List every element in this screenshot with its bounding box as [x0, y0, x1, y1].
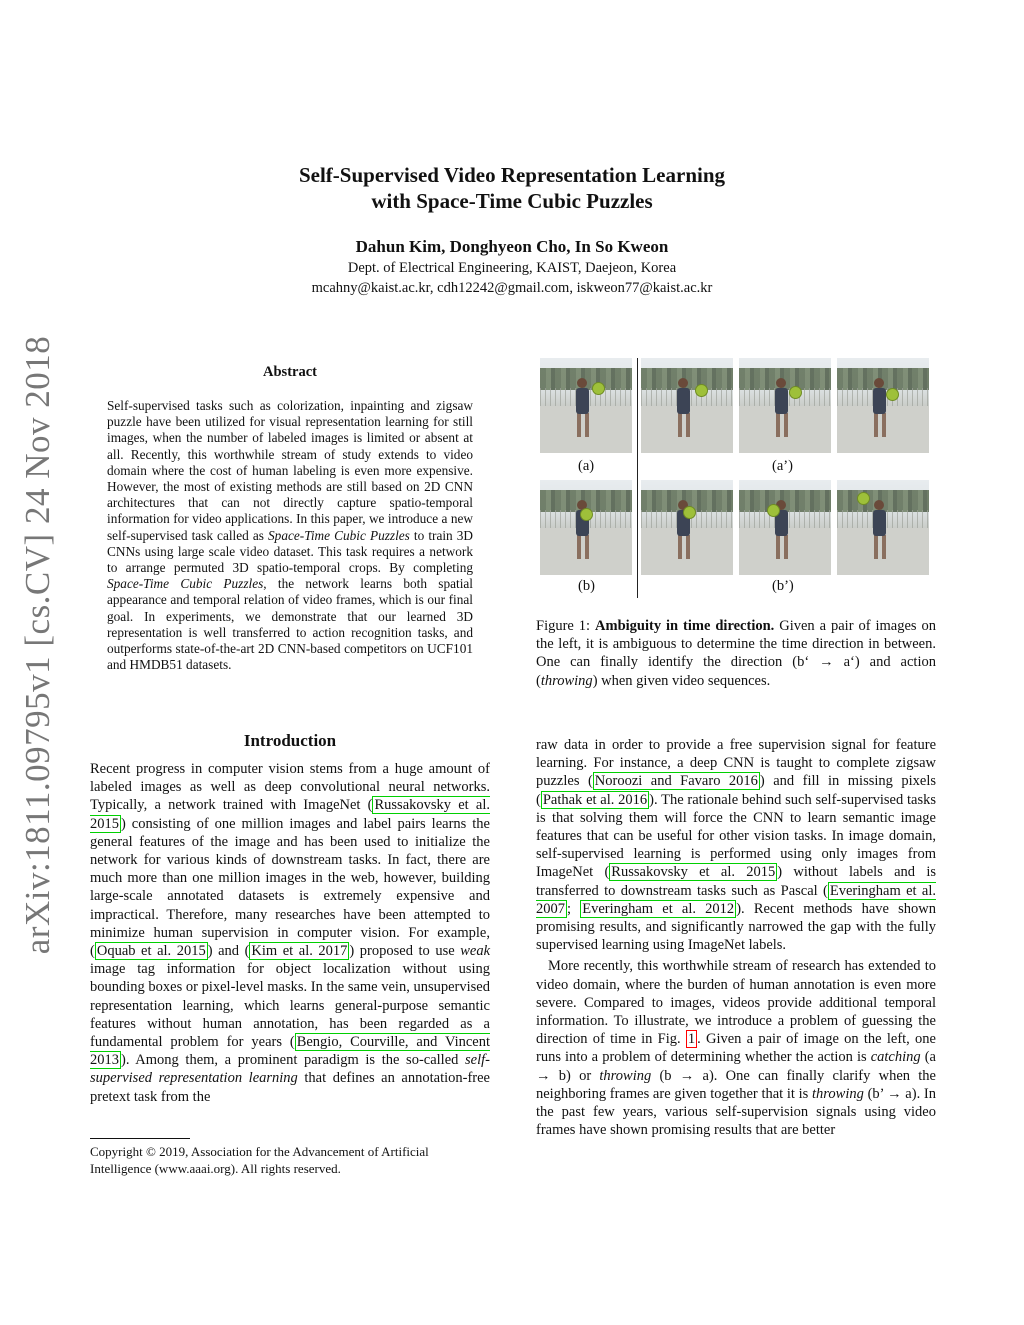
caption-text: ) when given video sequences.: [592, 672, 771, 689]
body-text: ). Recent methods have shown promising results, and significantly narrowed the gap with the fully supervised learning using ImageNet labels.: [536, 900, 936, 954]
body-text: (b’ → a). In the past few years, various self-supervision signals using video frames have shown promising results that are better: [536, 1085, 936, 1139]
introduction-right-column: [536, 736, 936, 1139]
figure-reference-link[interactable]: 1: [687, 1031, 696, 1048]
arxiv-stamp-text: arXiv:1811.09795v1 [cs.CV] 24 Nov 2018: [18, 335, 58, 955]
body-text: (b → a). One can finally clarify when the neighboring frames are given together that it is: [536, 1067, 936, 1102]
video-frame-image: [641, 480, 733, 575]
abstract-emphasis: Space-Time Cubic Puzzles: [107, 576, 264, 592]
abstract-body: [107, 398, 473, 673]
paragraph: [536, 736, 936, 954]
video-frame-image: [540, 358, 632, 453]
figure-1: [540, 358, 936, 598]
citation-link[interactable]: Everingham et al. 2007: [536, 882, 936, 917]
body-text: (a → b) or: [536, 1049, 936, 1084]
figure-label-a-prime: (a’): [772, 458, 793, 474]
paragraph: [90, 760, 490, 1106]
body-text: ). Among them, a prominent paradigm is the so-called: [121, 1052, 466, 1069]
caption-emphasis: throwing: [540, 672, 593, 689]
body-text: ;: [567, 900, 581, 917]
body-text: ) and (: [207, 943, 250, 960]
video-frame-image: [739, 480, 831, 575]
figure-1-caption: [536, 617, 936, 690]
body-text: Recent progress in computer vision stems from a huge amount of labeled images as well as deep convolutional neural networks. Typically, a network trained with ImageNet (: [90, 761, 490, 814]
emphasis: self-supervised representation learning: [90, 1052, 490, 1087]
abstract-text: , the network learns both spatial appearance and temporal relation of video frames, which is our final goal. In experiments, we demonstrate that our learned 3D representation is well transferred to action recognition tasks, and outperforms state-of-the-art 2D CNN-based competitors on UCF101 and HMDB51 datasets.: [107, 576, 473, 673]
paper-title-line-1: Self-Supervised Video Representation Learning: [298, 163, 726, 187]
introduction-heading: Introduction: [243, 731, 337, 750]
citation-link[interactable]: Pathak et al. 2016: [542, 791, 648, 808]
caption-bold: Ambiguity in time direction.: [595, 618, 775, 634]
paragraph: [536, 957, 936, 1139]
abstract-heading: Abstract: [263, 364, 317, 380]
video-frame-image: [641, 358, 733, 453]
introduction-left-column: [90, 760, 490, 1106]
citation-link[interactable]: Russakovsky et al. 2015: [90, 797, 490, 832]
citation-link[interactable]: Bengio, Courville, and Vincent 2013: [90, 1034, 490, 1069]
body-text: More recently, this worthwhile stream of research has extended to video domain, where the burden of human annotation is even more severe. Compared to images, videos provide additional temporal information. To illustrate, we introduce a problem of guessing the direction of time in Fig.: [536, 958, 936, 1048]
body-text: raw data in order to provide a free supervision signal for feature learning. For instance, a deep CNN is taught to complete zigsaw puzzles (: [536, 737, 936, 790]
copyright-footnote: Copyright © 2019, Association for the Advancement of Artificial Intelligence (www.aaai.org). All rights reserved.: [90, 1144, 429, 1176]
citation-link[interactable]: Everingham et al. 2012: [582, 900, 735, 917]
video-frame-image: [837, 358, 929, 453]
body-text: ). The rationale behind such self-supervised tasks is that solving them will force the CNN to learn semantic image features that can be useful for other vision tasks. In image domain, self-supervised learning is performed using only images from ImageNet (: [536, 791, 936, 881]
body-text: ) proposed to use: [349, 943, 461, 960]
abstract-text: Self-supervised tasks such as colorization, inpainting and zigsaw puzzle have been utilized for visual representation learning for still images, when the number of labeled images is limited or absent at all. Recently, this worthwhile stream of study extends to video domain where the cost of human labeling is even more expensive. However, the most of existing methods are still based on 2D CNN architectures that can not directly capture spatio-temporal information for video applications. In this paper, we introduce a new self-supervised task called as: [107, 398, 473, 543]
emphasis: throwing: [599, 1067, 652, 1084]
paper-title-line-2: with Space-Time Cubic Puzzles: [371, 189, 653, 213]
video-frame-image: [739, 358, 831, 453]
video-frame-image: [540, 480, 632, 575]
figure-divider: [637, 358, 638, 598]
citation-link[interactable]: Noroozi and Favaro 2016: [594, 773, 758, 790]
authors: Dahun Kim, Donghyeon Cho, In So Kweon: [355, 237, 669, 256]
emails: mcahny@kaist.ac.kr, cdh12242@gmail.com, iskweon77@kaist.ac.kr: [311, 280, 713, 296]
body-text: ) and fill in missing pixels (: [536, 773, 936, 808]
abstract-emphasis: Space-Time Cubic Puzzles: [268, 527, 410, 543]
caption-prefix: Figure 1:: [536, 618, 596, 634]
body-text: image tag information for object localization without using bounding boxes or pixel-level masks. In the same vein, unsupervised representation learning, which learns general-purpose semantic features without human annotation, has been regarded as a fundamental problem for years (: [90, 961, 490, 1051]
emphasis: catching: [870, 1049, 921, 1066]
title-block: [0, 162, 1024, 298]
figure-label-b-prime: (b’): [772, 578, 794, 594]
footnote-rule: [90, 1138, 190, 1139]
body-text: ) consisting of one million images and label pairs learns the general features of the image and has been used to initialize the network for various kinds of downstream tasks. In fact, there are much more than one million images in the web, however, building large-scale annotated datasets is extremely expensive and impractical. Therefore, many researches have been attempted to minimize human supervision in computer vision. For example, (: [90, 815, 490, 960]
figure-label-b: (b): [578, 578, 595, 594]
caption-text: Given a pair of images on the left, it is ambiguous to determine the time direction in between. One can finally identify the direction (b‘ → a‘) and action (: [536, 618, 936, 689]
citation-link[interactable]: Oquab et al. 2015: [96, 943, 206, 960]
affiliation: Dept. of Electrical Engineering, KAIST, Daejeon, Korea: [347, 260, 677, 276]
abstract-text: to train 3D CNNs using large scale video dataset. This task requires a network to arrange permuted 3D spatio-temporal crops. By completing: [107, 527, 474, 576]
figure-label-a: (a): [578, 458, 595, 474]
video-frame-image: [837, 480, 929, 575]
arxiv-stamp: [8, 335, 68, 955]
body-text: that defines an annotation-free pretext task from the: [90, 1070, 490, 1105]
emphasis: throwing: [812, 1085, 864, 1102]
citation-link[interactable]: Russakovsky et al. 2015: [611, 864, 776, 881]
body-text: ) without labels and is transferred to downstream tasks such as Pascal (: [536, 864, 936, 899]
citation-link[interactable]: Kim et al. 2017: [251, 943, 348, 960]
body-text: . Given a pair of image on the left, one runs into a problem of determining whether the action is: [536, 1031, 936, 1066]
emphasis: weak: [460, 943, 491, 960]
